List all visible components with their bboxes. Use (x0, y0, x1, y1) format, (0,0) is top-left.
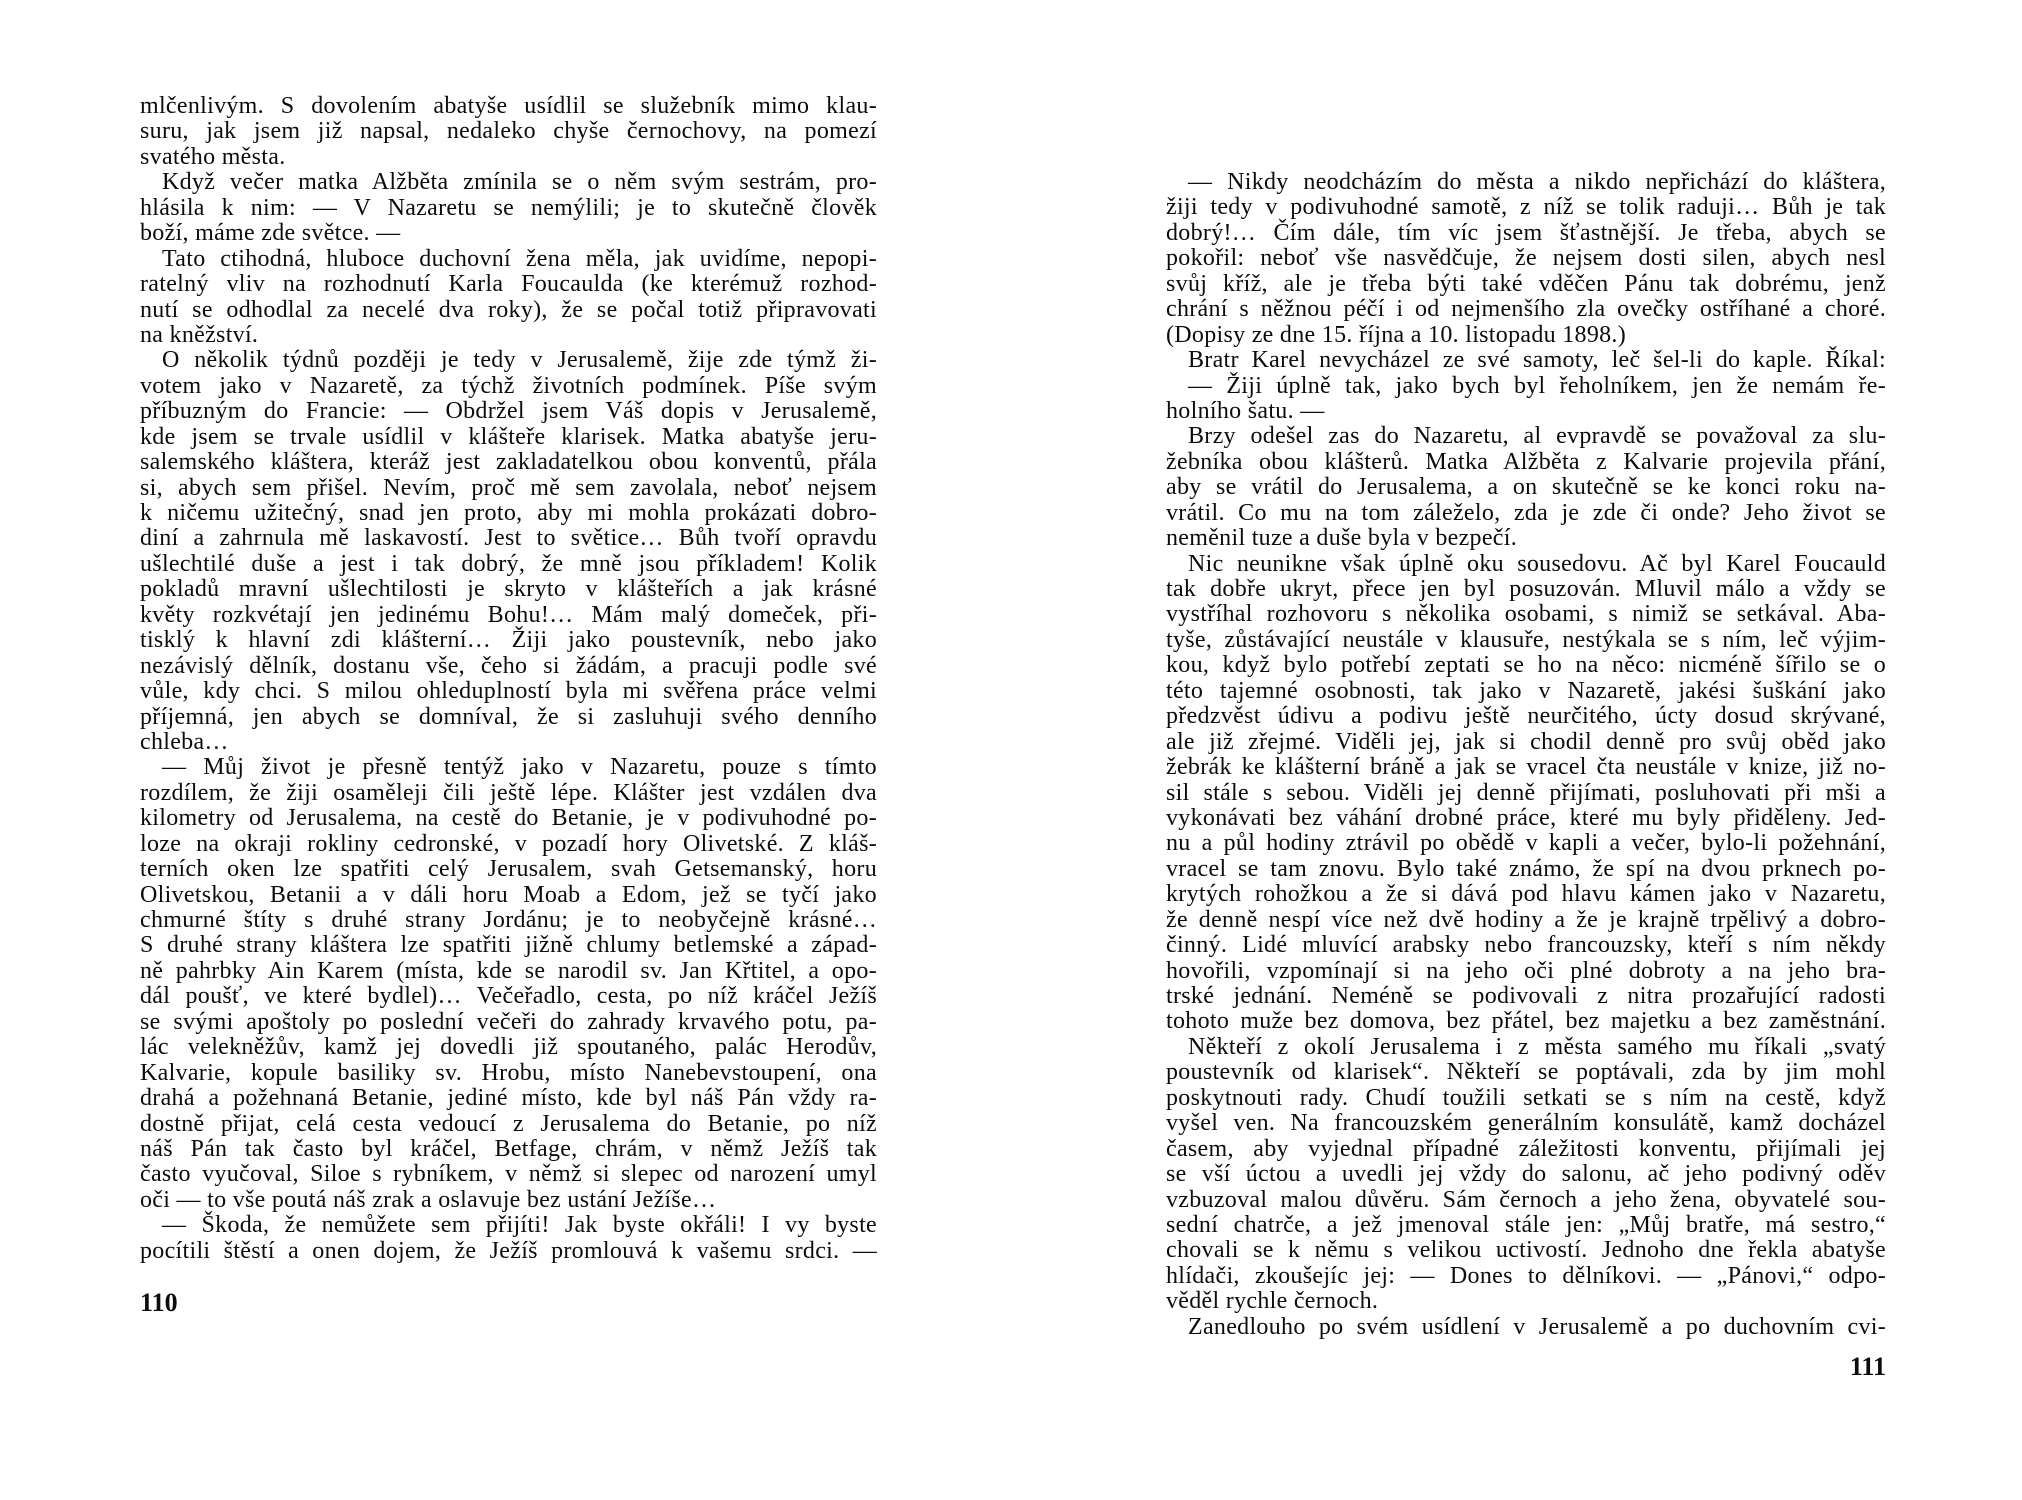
text-line: tak dobře ukryt, přece jen byl posuzován. Mluvil málo a vždy se (1166, 576, 1886, 602)
text-line: vzbuzoval malou důvěru. Sám černoch a jeho žena, obyvatelé sou- (1166, 1186, 1886, 1213)
text-line: S druhé strany kláštera lze spatřiti jižně chlumy betlemské a západ- (140, 932, 877, 959)
paragraph (1166, 1315, 1886, 1340)
text-line: loze na okraji rokliny cedronské, v pozadí hory Olivetské. Z kláš- (140, 830, 877, 857)
text-line: ně pahrbky Ain Karem (místa, kde se narodil sv. Jan Křtitel, a opo- (140, 957, 877, 984)
text-line: aby se vrátil do Jerusalema, a on skutečně se ke konci roku na- (1166, 474, 1886, 501)
text-line: mlčenlivým. S dovolením abatyše usídlil se služebník mimo klau- (140, 93, 877, 119)
text-line: dál poušť, ve které bydlel)… Večeřadlo, cesta, po níž kráčel Ježíš (140, 983, 877, 1010)
text-line: Tato ctihodná, hluboce duchovní žena měla, jak uvidíme, nepopi- (162, 245, 877, 272)
text-line: oči — to vše poutá náš zrak a oslavuje bez ustání Ježíše… (140, 1186, 717, 1213)
text-line: — Nikdy neodcházím do města a nikdo nepřichází do kláštera, (1188, 169, 1886, 195)
text-line: květy rozkvétají jen jedinému Bohu!… Mám malý domeček, při- (140, 601, 877, 628)
text-line: — Můj život je přesně tentýž jako v Nazaretu, pouze s tímto (162, 754, 877, 781)
text-line: této tajemné osobnosti, tak jako v Nazaretě, jakési šuškání jako (1166, 677, 1886, 704)
text-line: poskytnouti rady. Chudí toužili setkati se s ním na cestě, když (1166, 1084, 1886, 1111)
text-line: (Dopisy ze dne 15. října a 10. listopadu 1898.) (1166, 321, 1627, 348)
text-line: kilometry od Jerusalema, na cestě do Betanie, je v podivuhodné po- (140, 805, 877, 832)
text-line: předzvěst údivu a podivu ještě neurčitého, úcty dosud skrývané, (1166, 703, 1886, 730)
paragraph (1166, 552, 1886, 1035)
text-line: terních oken lze spatřiti celý Jerusalem, svah Getsemanský, horu (140, 856, 877, 883)
paragraph (140, 94, 877, 170)
text-line: vyšel ven. Na francouzském generálním konsulátě, kamž docházel (1166, 1110, 1886, 1137)
text-line: drahá a požehnaná Betanie, jediné místo, kde byl náš Pán vždy ra- (140, 1085, 877, 1112)
page-number-left: 110 (140, 1288, 178, 1317)
text-line: vracel se tam znovu. Bylo také známo, že spí na dvou prknech po- (1166, 855, 1886, 882)
text-line: chovali se k němu s velikou uctivostí. Jednoho dne řekla abatyše (1166, 1237, 1886, 1264)
text-line: tisklý k hlavní zdi klášterní… Žiji jako poustevník, nebo jako (140, 627, 877, 654)
text-line: kde jsem se trvale usídlil v klášteře klarisek. Matka abatyše jeru- (140, 423, 877, 450)
text-line: tyše, zůstávající neustále v klausuře, nestýkala se s ním, leč výjim- (1166, 626, 1886, 653)
paragraph (1166, 424, 1886, 551)
text-line: dobrý!… Čím dále, tím víc jsem šťastnější. Je třeba, abych se (1166, 219, 1886, 246)
text-line: Někteří z okolí Jerusalema i z města samého mu říkali „svatý (1188, 1033, 1886, 1060)
text-line: boží, máme zde světce. — (140, 220, 401, 247)
text-line: Když večer matka Alžběta zmínila se o něm svým sestrám, pro- (162, 169, 877, 196)
text-line: Bratr Karel nevycházel ze své samoty, leč šel-li do kaple. Říkal: (1188, 347, 1886, 374)
text-line: vrátil. Co mu na tom záleželo, zda je zde či onde? Jeho život se (1166, 499, 1886, 526)
text-line: často vyučoval, Siloe s rybníkem, v němž si slepec od narození umyl (140, 1161, 877, 1188)
paragraph (140, 755, 877, 1213)
text-line: si, abych sem přišel. Nevím, proč mě sem zavolala, neboť nejsem (140, 474, 877, 501)
text-line: pokladů mravní ušlechtilosti je skryto v klášteřích a jak krásné (140, 576, 877, 603)
text-line: náš Pán tak často byl kráčel, Betfage, chrám, v němž Ježíš tak (140, 1135, 877, 1162)
text-line: — Škoda, že nemůžete sem přijíti! Jak byste okřáli! I vy byste (162, 1212, 877, 1239)
text-line: suru, jak jsem již napsal, nedaleko chyše černochovy, na pomezí (140, 118, 877, 145)
text-line: rozdílem, že žiji osaměleji čili ještě lépe. Klášter jest vzdálen dva (140, 779, 877, 806)
text-line: tohoto muže bez domova, bez přátel, bez majetku a bez zaměstnání. (1166, 1008, 1886, 1035)
text-line: ušlechtilé duše a jest i tak dobrý, že mně jsou příkladem! Kolik (140, 550, 877, 577)
text-line: ratelný vliv na rozhodnutí Karla Foucaulda (ke kterémuž rozhod- (140, 271, 877, 298)
text-line: žebrák ke klášterní bráně a jak se vracel čta neustále v knize, již no- (1166, 754, 1886, 781)
text-line: věděl rychle černoch. (1166, 1288, 1379, 1315)
text-line: pocítili štěstí a onen dojem, že Ježíš promlouvá k vašemu srdci. — (140, 1237, 877, 1264)
text-line: sední chatrče, a jež jmenoval stále jen: „Můj bratře, má sestro,“ (1166, 1211, 1886, 1238)
text-line: sil stále s sebou. Viděli jej denně přijímati, posluhovati při mši a (1166, 779, 1886, 806)
text-line: žiji tedy v podivuhodné samotě, z níž se tolik raduji… Bůh je tak (1166, 194, 1886, 221)
text-line: hovořili, vzpomínají si na jeho oči plné dobroty a na jeho bra- (1166, 957, 1886, 984)
text-line: příbuzným do Francie: — Obdržel jsem Váš dopis v Jerusalemě, (140, 398, 877, 425)
text-line: činný. Lidé mluvící arabsky nebo francouzsky, kteří s ním někdy (1166, 932, 1886, 959)
text-line: kou, když bylo potřebí zeptati se ho na něco: nicméně šířilo se o (1166, 652, 1886, 679)
text-line: poustevník od klarisek“. Někteří se poptávali, zda by jim mohl (1166, 1059, 1886, 1086)
text-line: hlásila k nim: — V Nazaretu se nemýlili; je to skutečně člověk (140, 194, 877, 221)
paragraph (140, 170, 877, 246)
text-line: pokořil: neboť vše nasvědčuje, že nejsem dosti silen, abych nesl (1166, 245, 1886, 272)
paragraph (140, 247, 877, 349)
paragraph (1166, 1035, 1886, 1315)
paragraph (1166, 374, 1886, 425)
text-line: Kalvarie, kopule basiliky sv. Hrobu, místo Nanebevstoupení, ona (140, 1059, 877, 1086)
text-line: chrání s něžnou péčí i od nejmenšího zla ovečky ostříhané a choré. (1166, 296, 1886, 323)
text-line: holního šatu. — (1166, 397, 1325, 424)
text-line: příjemná, jen abych se domníval, že si zasluhuji svého denního (140, 703, 877, 730)
text-line: na kněžství. (140, 321, 259, 348)
text-line: chleba… (140, 728, 229, 755)
text-line: O několik týdnů později je tedy v Jerusalemě, žije zde týmž ži- (162, 347, 877, 374)
paragraph (1166, 170, 1886, 348)
text-line: svůj kříž, ale je třeba býti také vděčen Pánu tak dobrému, jenž (1166, 270, 1886, 297)
text-line: Nic neunikne však úplně oku sousedovu. Ač byl Karel Foucauld (1188, 550, 1886, 577)
text-line: vůle, kdy chci. S milou ohleduplností byla mi svěřena práce velmi (140, 678, 877, 705)
text-line: diní a zahrnula mě laskavostí. Jest to světice… Bůh tvoří opravdu (140, 525, 877, 552)
text-line: nutí se odhodlal za necelé dva roky), že se počal totiž připravovati (140, 296, 877, 323)
text-line: krytých rohožkou a že si dává pod hlavu kámen jako v Nazaretu, (1166, 881, 1886, 908)
text-line: časem, aby vyjednal případné záležitosti konventu, přijímali jej (1166, 1135, 1886, 1162)
text-line: že denně nespí více než dvě hodiny a že je krajně trpělivý a dobro- (1166, 906, 1886, 933)
text-line: Brzy odešel zas do Nazaretu, al evpravdě se považoval za slu- (1188, 423, 1886, 450)
page-number-right: 111 (1849, 1352, 1886, 1381)
text-line: — Žiji úplně tak, jako bych byl řeholníkem, jen že nemám ře- (1188, 372, 1886, 399)
text-line: vystříhal rozhovoru s několika osobami, s nimiž se setkával. Aba- (1166, 601, 1886, 628)
paragraph (1166, 348, 1886, 373)
text-line: chmurné štíty s druhé strany Jordánu; je to neobyčejně krásné… (140, 907, 877, 933)
text-line: trské jednání. Neméně se podivovali z nitra prozařující radosti (1166, 983, 1886, 1009)
right-page-text-column (1166, 170, 1886, 1340)
text-line: k ničemu užitečný, snad jen proto, aby mi mohla prokázati dobro- (140, 500, 877, 526)
text-line: nezávislý dělník, dostanu vše, čeho si žádám, a pracuji podle své (140, 652, 877, 679)
text-line: neměnil tuze a duše byla v bezpečí. (1166, 525, 1518, 552)
text-line: nu a půl hodiny ztrávil po obědě v kapli a večer, bylo-li požehnání, (1166, 830, 1886, 857)
left-page-text-column (140, 94, 877, 1264)
text-line: ale již zřejmé. Viděli jej, jak si chodil denně pro svůj oběd jako (1166, 728, 1886, 755)
text-line: se svými apoštoly po poslední večeři do zahrady krvavého potu, pa- (140, 1008, 877, 1035)
text-line: Zanedlouho po svém usídlení v Jerusalemě a po duchovním cvi- (1188, 1313, 1886, 1340)
text-line: svatého města. (140, 143, 286, 170)
text-line: se vší úctou a uvedli jej vždy do salonu, ač jeho podivný oděv (1166, 1161, 1886, 1188)
text-line: lác velekněžův, kamž jej dovedli již spoutaného, palác Herodův, (140, 1034, 877, 1061)
text-line: salemského kláštera, kteráž jest zakladatelkou obou konventů, přála (140, 449, 877, 476)
text-line: hlídači, zkoušejíc jej: — Dones to dělníkovi. — „Pánovi,“ odpo- (1166, 1262, 1886, 1289)
text-line: dostně přijat, celá cesta vedoucí z Jerusalema do Betanie, po níž (140, 1110, 877, 1137)
text-line: vykonávati bez váhání drobné práce, které mu byly přiděleny. Jed- (1166, 804, 1886, 831)
text-line: Olivetskou, Betanii a v dáli horu Moab a Edom, jež se tyčí jako (140, 881, 877, 908)
paragraph (140, 348, 877, 755)
text-line: votem jako v Nazaretě, za týchž životních podmínek. Píše svým (140, 372, 877, 399)
paragraph (140, 1213, 877, 1264)
text-line: žebníka obou klášterů. Matka Alžběta z Kalvarie projevila přání, (1166, 448, 1886, 475)
